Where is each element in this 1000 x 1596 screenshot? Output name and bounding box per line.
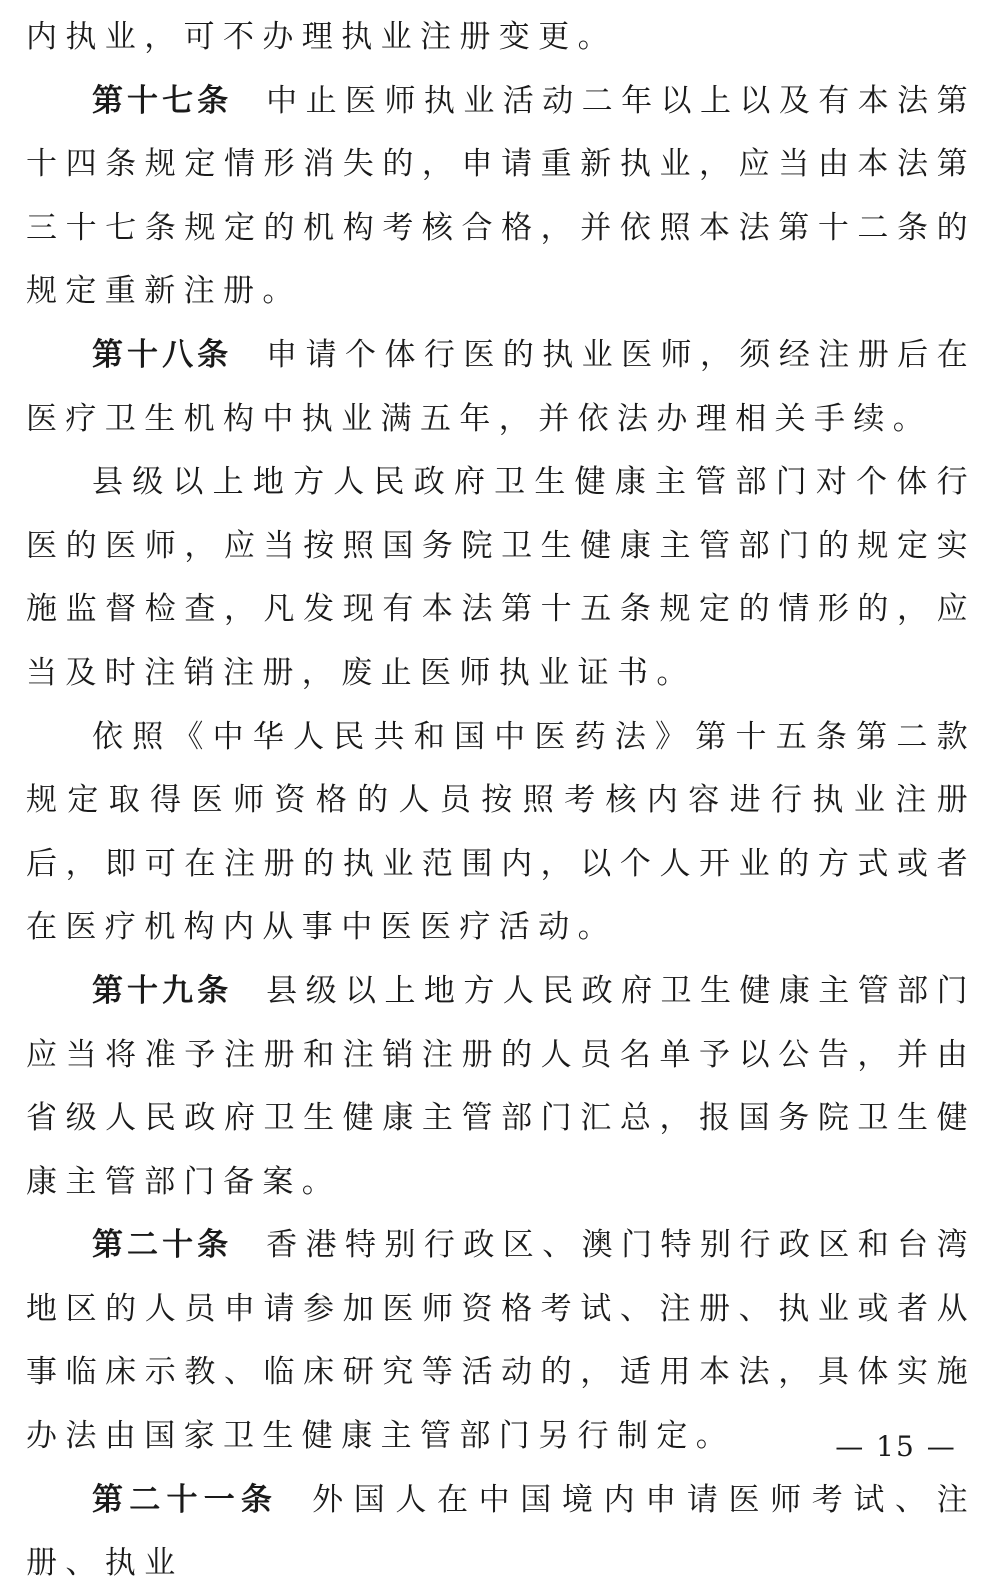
article-heading: 第十七条 [92,82,233,119]
paragraph-article-18 [26,324,976,451]
paragraph-text: 申请个体行医的执业医师，须经注册后在医疗卫生机构中执业满五年，并依法办理相关手续。 [26,336,976,437]
document-body [26,6,976,1596]
paragraph-article-19 [26,960,976,1214]
paragraph-article-18-clause-3 [26,706,976,960]
article-heading: 第十九条 [92,972,233,1009]
paragraph-article-21 [26,1469,976,1596]
paragraph-text: 香港特别行政区、澳门特别行政区和台湾地区的人员申请参加医师资格考试、注册、执业或者从事临床示教、临床研究等活动的，适用本法，具体实施办法由国家卫生健康主管部门另行制定。 [26,1227,976,1455]
article-heading: 第二十条 [92,1227,233,1264]
paragraph-text: 内执业，可不办理执业注册变更。 [26,19,617,55]
paragraph-text: 依照《中华人民共和国中医药法》第十五条第二款规定取得医师资格的人员按照考核内容进行执业注册后，即可在注册的执业范围内，以个人开业的方式或者在医疗机构内从事中医医疗活动。 [26,718,976,946]
paragraph-text: 外国人在中国境内申请医师考试、注册、执业 [26,1481,976,1582]
paragraph-article-17 [26,70,976,324]
paragraph-text: 县级以上地方人民政府卫生健康主管部门对个体行医的医师，应当按照国务院卫生健康主管部门的规定实施监督检查，凡发现有本法第十五条规定的情形的，应当及时注销注册，废止医师执业证书。 [26,464,976,691]
page-number: — 15 — [835,1430,957,1463]
paragraph-text: 中止医师执业活动二年以上以及有本法第十四条规定情形消失的，申请重新执业，应当由本法第三十七条规定的机构考核合格，并依照本法第十二条的规定重新注册。 [26,82,976,310]
paragraph-text: 县级以上地方人民政府卫生健康主管部门应当将准予注册和注销注册的人员名单予以公告，并由省级人民政府卫生健康主管部门汇总，报国务院卫生健康主管部门备案。 [26,972,976,1200]
paragraph-continuation [26,6,976,70]
article-heading: 第二十一条 [92,1481,279,1518]
article-heading: 第十八条 [92,336,233,373]
paragraph-article-18-clause-2 [26,451,976,705]
